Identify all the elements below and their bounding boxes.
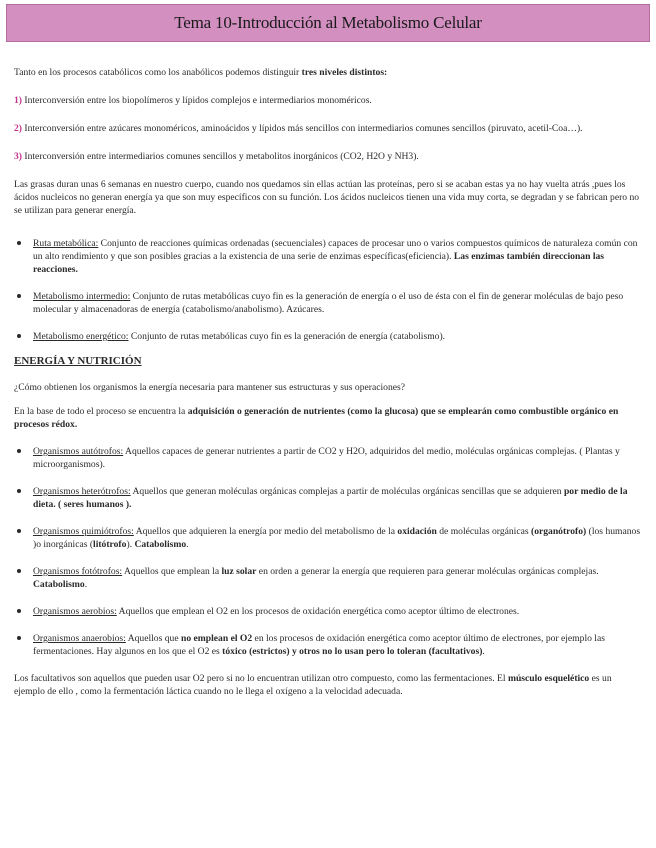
organism-bold: tóxico (estrictos) y otros no lo usan pero lo toleran (facultativos) [222,646,483,657]
definition-text: Conjunto de rutas metabólicas cuyo fin es la generación de energía o el uso de ésta con el fin de generar moléculas de bajo peso molecular y almacenadoras de energía (catabolismo/anabolismo). Azúcares. [33,291,624,315]
final-text: es un ejemplo de ello , como la fermentación láctica cuando no le llega el oxígeno a la velocidad adecuada. [14,673,612,697]
base-text: En la base de todo el proceso se encuentra la [14,406,188,417]
bullet-icon [17,609,21,613]
organism-bold: Catabolismo [134,539,187,550]
organism-autotrofos [14,445,644,471]
level-3 [14,150,644,163]
level-number: 3) [14,151,22,162]
organism-text: . [186,539,189,550]
base-paragraph [14,405,644,431]
organism-heterotrofos [14,485,644,511]
organism-text: Aquellos que generan moléculas orgánicas complejas a partir de moléculas orgánicas sencillas que se adquieren [130,486,564,497]
organism-fototrofos [14,565,644,591]
definitions-list [14,237,644,343]
organism-term: Organismos autótrofos: [33,446,124,457]
organism-term: Organismos fotótrofos: [33,566,123,577]
definition-term: Ruta metabólica: [33,238,99,249]
bullet-icon [17,449,21,453]
final-bold: músculo esquelético [507,673,590,684]
level-text: Interconversión entre los biopolímeros y lípidos complejos e intermediarios monoméricos. [22,95,372,106]
organism-text: . [482,646,485,657]
bullet-icon [17,636,21,640]
organism-bold: litótrofo [93,539,127,550]
organism-term: Organismos quimiótrofos: [33,526,134,537]
organism-text: ). [126,539,135,550]
organism-aerobios [14,605,644,618]
final-text: Los facultativos son aquellos que pueden usar O2 pero si no lo encuentran utilizan otro compuesto, como las fermentaciones. El [14,673,508,684]
question-paragraph: ¿Cómo obtienen los organismos la energía necesaria para mantener sus estructuras y sus operaciones? [14,382,405,393]
bullet-icon [17,569,21,573]
organism-term: Organismos heterótrofos: [33,486,131,497]
definition-ruta-metabolica [14,237,644,276]
intro-bold: tres niveles distintos: [301,67,388,78]
definition-metabolismo-energetico [14,330,644,343]
bullet-icon [17,241,21,245]
bullet-icon [17,334,21,338]
level-text: Interconversión entre azúcares monoméricos, aminoácidos y lípidos más sencillos con intermediarios comunes sencillos (piruvato, acetil-Coa…). [22,123,583,134]
organism-bold: (organótrofo) [531,526,587,537]
intro-paragraph [14,66,644,79]
document-body [14,66,644,698]
organism-term: Organismos aerobios: [33,606,117,617]
title-banner [6,4,650,42]
organism-bold: no emplean el O2 [181,633,253,644]
definition-term: Metabolismo intermedio: [33,291,131,302]
organism-quimiotrofos [14,525,644,551]
organism-anaerobios [14,632,644,658]
organism-text: de moléculas orgánicas [436,526,531,537]
organism-text: en orden a generar la energía que requieren para generar moléculas orgánicas complejas. [256,566,599,577]
base-bold: adquisición o generación de nutrientes (como la glucosa) que se emplearán como combustible orgánico en procesos rédox. [14,406,619,430]
final-paragraph [14,672,644,698]
organism-bold: por medio de la dieta. ( seres humanos ). [33,486,628,510]
definition-metabolismo-intermedio [14,290,644,316]
definition-term: Metabolismo energético: [33,331,129,342]
organism-text: Aquellos que emplean el O2 en los procesos de oxidación energética como aceptor último de electrones. [116,606,520,617]
organism-text: Aquellos capaces de generar nutrientes a partir de CO2 y H2O, adquiridos del medio, moléculas orgánicas complejas. ( Plantas y microorganismos). [33,446,620,470]
bullet-icon [17,529,21,533]
section-heading: ENERGÍA Y NUTRICIÓN [14,355,142,367]
intro-text: Tanto en los procesos catabólicos como los anabólicos podemos distinguir [14,67,302,78]
level-1 [14,94,644,107]
organism-text: Aquellos que [125,633,181,644]
grasas-paragraph: Las grasas duran unas 6 semanas en nuestro cuerpo, cuando nos quedamos sin ellas actúan las proteínas, pero si se acaban estas ya no hay vuelta atrás ,pues los ácidos nucleicos no generan energía ya que son muy específicos con su función. Los ácidos nucleicos tienen una vida muy corta, se degradan y se fabrican pero no se utilizan para generar energía. [14,179,640,216]
definition-text: Conjunto de rutas metabólicas cuyo fin es la generación de energía (catabolismo). [128,331,446,342]
organism-text: Aquellos que emplean la [122,566,222,577]
organisms-list [14,445,644,658]
organism-term: Organismos anaerobios: [33,633,126,644]
definition-text: Conjunto de reacciones químicas ordenadas (secuenciales) capaces de procesar uno o varios compuestos químicos de naturaleza común con un alto rendimiento y que son posibles gracias a la existencia de una serie de enzimas específicas(eficiencia). [33,238,638,262]
organism-bold: Catabolismo [33,579,85,590]
level-2 [14,122,644,135]
bullet-icon [17,489,21,493]
bullet-icon [17,294,21,298]
definition-bold: Las enzimas también direccionan las reacciones. [33,251,605,275]
organism-text: . [84,579,88,590]
organism-bold: luz solar [221,566,257,577]
level-text: Interconversión entre intermediarios comunes sencillos y metabolitos inorgánicos (CO2, H2O y NH3). [22,151,419,162]
organism-bold: oxidación [397,526,437,537]
organism-text: en los procesos de oxidación energética como aceptor último de electrones, por ejemplo las fermentaciones. Hay algunos en los que el O2 es [33,633,605,657]
organism-text: (los humanos )o inorgánicas ( [33,526,641,550]
level-number: 1) [14,95,22,106]
page-title: Tema 10-Introducción al Metabolismo Celular [174,13,482,32]
level-number: 2) [14,123,22,134]
organism-text: Aquellos que adquieren la energía por medio del metabolismo de la [133,526,398,537]
